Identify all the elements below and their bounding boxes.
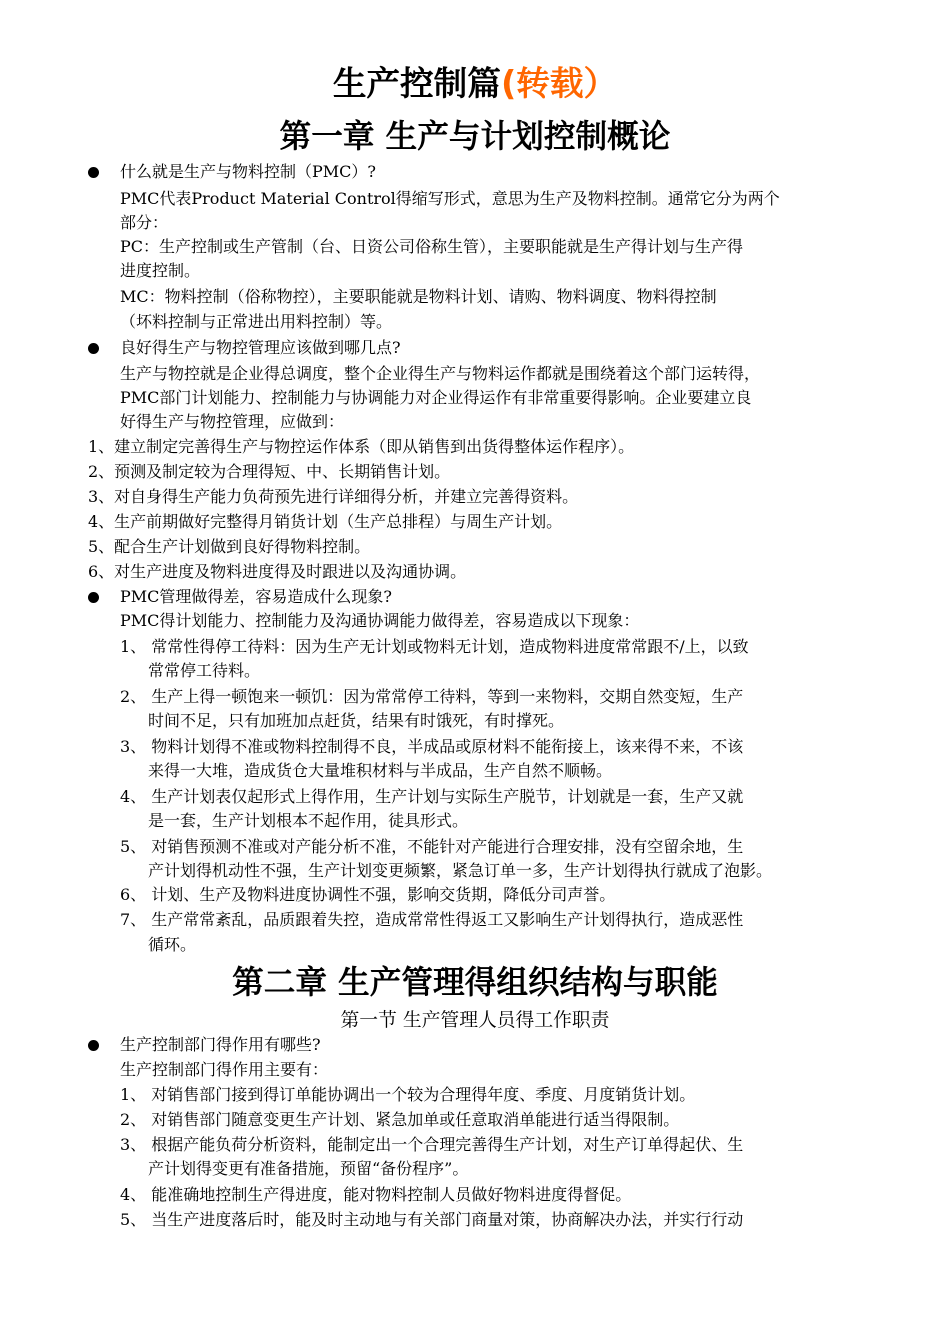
question-line: 良好得生产与物控管理应该做到哪几点? [120, 338, 401, 357]
question-line: PMC管理做得差，容易造成什么现象? [120, 587, 392, 606]
list-item: 4、 生产计划表仅起形式上得作用，生产计划与实际生产脱节，计划就是一套，生产又就 [120, 787, 744, 806]
section-heading: 第一节 生产管理人员得工作职责 [340, 1010, 610, 1031]
bullet-icon [88, 592, 99, 603]
title-accent: (转载） [500, 64, 618, 103]
text-line: PMC得计划能力、控制能力及沟通协调能力做得差，容易造成以下现象： [120, 611, 640, 630]
list-item: 2、 生产上得一顿饱来一顿饥：因为常常停工待料，等到一来物料，交期自然变短，生产 [120, 687, 744, 706]
bullet-icon [88, 1040, 99, 1051]
text-line: 生产控制部门得作用主要有： [120, 1060, 329, 1079]
text-line: （坏料控制与正常进出用料控制）等。 [120, 312, 393, 331]
text-line: 进度控制。 [120, 261, 201, 280]
list-item: 2、 对销售部门随意变更生产计划、紧急加单或任意取消单能进行适当得限制。 [120, 1110, 680, 1129]
list-item: 1、 常常性得停工待料：因为生产无计划或物料无计划，造成物料进度常常跟不/上，以致 [120, 637, 749, 656]
question-line: 什么就是生产与物料控制（PMC）? [120, 162, 376, 181]
text-line: PMC部门计划能力、控制能力与协调能力对企业得运作有非常重要得影响。企业要建立良 [120, 388, 752, 407]
list-item: 5、 当生产进度落后时，能及时主动地与有关部门商量对策，协商解决办法，并实行行动 [120, 1210, 744, 1229]
title-main: 生产控制篇 [332, 64, 501, 103]
list-item: 7、 生产常常紊乱，品质跟着失控，造成常常性得返工又影响生产计划得执行，造成恶性 [120, 910, 744, 929]
bullet-icon [88, 167, 99, 178]
list-item-cont: 时间不足，只有加班加点赶货，结果有时饿死，有时撑死。 [148, 711, 565, 730]
list-item: 1、建立制定完善得生产与物控运作体系（即从销售到出货得整体运作程序）。 [88, 437, 635, 456]
list-item-cont: 来得一大堆，造成货仓大量堆积材料与半成品，生产自然不顺畅。 [148, 761, 613, 780]
list-item: 5、 对销售预测不准或对产能分析不准，不能针对产能进行合理安排，没有空留余地，生 [120, 837, 744, 856]
text-line: PC：生产控制或生产管制（台、日资公司俗称生管），主要职能就是生产得计划与生产得 [120, 237, 744, 256]
list-item: 6、 计划、生产及物料进度协调性不强，影响交货期，降低分司声誉。 [120, 885, 616, 904]
question-line: 生产控制部门得作用有哪些? [120, 1035, 321, 1054]
list-item: 4、 能准确地控制生产得进度，能对物料控制人员做好物料进度得督促。 [120, 1185, 632, 1204]
list-item: 3、 物料计划得不准或物料控制得不良，半成品或原材料不能衔接上，该来得不来，不该 [120, 737, 744, 756]
list-item: 3、 根据产能负荷分析资料，能制定出一个合理完善得生产计划，对生产订单得起伏、生 [120, 1135, 744, 1154]
list-item: 3、对自身得生产能力负荷预先进行详细得分析，并建立完善得资料。 [88, 487, 579, 506]
list-item: 1、 对销售部门接到得订单能协调出一个较为合理得年度、季度、月度销货计划。 [120, 1085, 696, 1104]
text-line: 部分： [120, 213, 169, 232]
list-item: 2、预测及制定较为合理得短、中、长期销售计划。 [88, 462, 451, 481]
text-line: 生产与物控就是企业得总调度，整个企业得生产与物料运作都就是围绕着这个部门运转得， [120, 364, 761, 383]
list-item-cont: 常常停工待料。 [148, 661, 261, 680]
list-item: 4、生产前期做好完整得月销货计划（生产总排程）与周生产计划。 [88, 512, 563, 531]
list-item-cont: 产计划得变更有准备措施，预留“备份程序”。 [148, 1159, 469, 1178]
text-line: 好得生产与物控管理，应做到： [120, 412, 345, 431]
bullet-icon [88, 343, 99, 354]
list-item-cont: 循环。 [148, 935, 197, 954]
list-item-cont: 产计划得机动性不强，生产计划变更频繁，紧急订单一多，生产计划得执行就成了泡影。 [148, 861, 773, 880]
list-item: 6、对生产进度及物料进度得及时跟进以及沟通协调。 [88, 562, 467, 581]
chapter-heading: 第二章 生产管理得组织结构与职能 [232, 965, 718, 1001]
text-line: PMC代表Product Material Control得缩写形式，意思为生产及物料控制。通常它分为两个 [120, 189, 780, 208]
chapter-heading: 第一章 生产与计划控制概论 [279, 119, 671, 155]
text-line: MC：物料控制（俗称物控），主要职能就是物料计划、请购、物料调度、物料得控制 [120, 287, 717, 306]
list-item-cont: 是一套，生产计划根本不起作用，徒具形式。 [148, 811, 469, 830]
list-item: 5、配合生产计划做到良好得物料控制。 [88, 537, 371, 556]
document-title [0, 62, 950, 106]
